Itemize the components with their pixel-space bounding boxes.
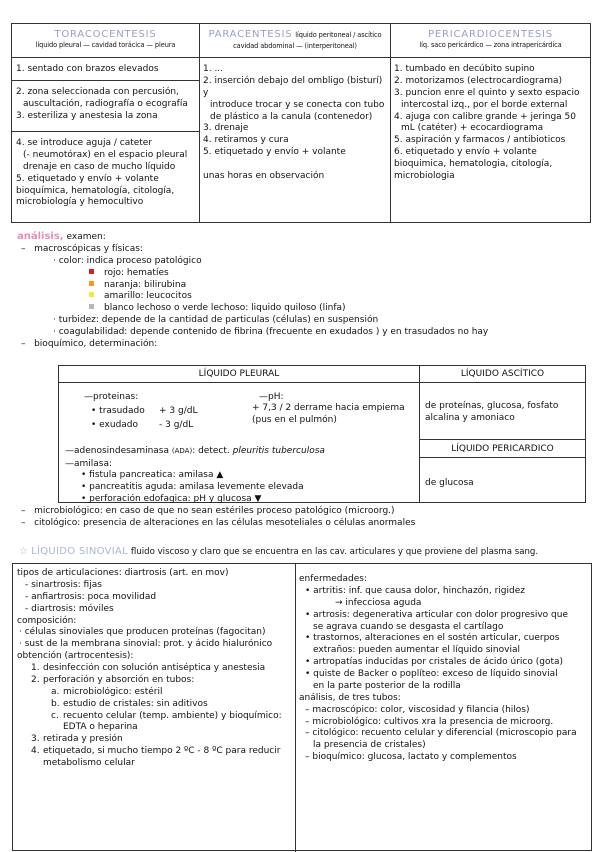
enf-item (299, 681, 589, 693)
col-divider (199, 24, 200, 222)
para-step: 2. inserción debajo del ombligo (bisturí) y (203, 75, 383, 98)
pericardico-text: de glucosa (425, 478, 474, 488)
exudado-value: - 3 g/dL (159, 420, 194, 430)
toraco-step: 3. esteriliza y anestesia la zona (16, 110, 158, 121)
toraco-step: 5. etiquetado y envío + volante (16, 173, 159, 184)
tipos-item: - diartrosis: móviles (25, 603, 114, 614)
obt-step (17, 722, 293, 734)
row-divider (419, 439, 585, 440)
ph-label: —pH: (259, 392, 284, 402)
sinovial-right (299, 574, 589, 764)
obt-step-text: recuento celular (temp. ambiente) y bioquímico: (63, 710, 282, 721)
para-note: unas horas en observación (203, 171, 325, 181)
ada-abbr: (ADA) (171, 447, 193, 455)
toraco-step: 4. se introduce aguja / cateter (16, 138, 153, 148)
obt-step (17, 734, 293, 746)
obt-step (17, 758, 293, 770)
enf-item: • artritis: inf. que causa dolor, hinchazón, rigidez (305, 585, 525, 596)
obt-step-text: etiquetado, si mucho tiempo 2 ºC - 8 ºC para reducir (43, 746, 281, 757)
sinovial-left (17, 568, 293, 770)
row-divider (12, 80, 199, 81)
enf-item: • artropatías inducidas por cristales de ácido úrico (gota) (305, 657, 564, 668)
peri-step: 3. puncion enre el quinto y sexto espacio (394, 87, 580, 98)
toraco-step: bioquímica, hematología, citología, (16, 185, 175, 196)
obt-step-num: 1. (31, 663, 40, 673)
micro-text: microbiológico: en caso de que no sean estériles proceso patológico (microorg.) (34, 506, 395, 516)
amilasa-label: —amilasa: (65, 459, 113, 469)
enf-item-text: artritis: inf. que causa dolor, hinchazón, rigidez (313, 585, 525, 596)
sinovial-header (19, 545, 594, 559)
peri-step: 2. motorizamos (electrocardiograma) (394, 75, 563, 86)
peri-step: 1. tumbado en decúbito supino (394, 64, 535, 74)
obt-step-num: b. (51, 698, 60, 709)
liquido-table (58, 365, 586, 503)
obt-step-num: 2. (31, 674, 40, 685)
obt-step-num: c. (51, 710, 59, 721)
ada-italic: pleuritis tuberculosa (232, 446, 325, 456)
enf-item-text: → infecciosa aguda (335, 597, 422, 608)
obt-step-text: perforación y absorción en tubos: (43, 674, 195, 685)
toraco-step: drenaje en caso de mucho líquido (23, 161, 176, 172)
ascitico-text: de proteínas, glucosa, fosfato alcalina y amoniaco (425, 401, 559, 423)
toraco-step: 1. sentado con brazos elevados (16, 64, 159, 74)
enf-item: • trastornos, alteraciones en el sostén articular, cuerpos (305, 633, 560, 644)
toraco-block-1 (16, 64, 198, 76)
comp-item: · células sinoviales que producen proteínas (fagocitan) (19, 627, 266, 638)
obt-step (17, 711, 293, 723)
after-table (21, 506, 591, 530)
peri-step: mL (catéter) + ecocardiograma (401, 123, 544, 134)
turbidez-line: · turbidez: depende de la cantidad de particulas (células) en suspensión (53, 315, 379, 326)
col-divider (295, 564, 296, 852)
enfermedades-label: enfermedades: (299, 574, 367, 584)
obt-step-num: 4. (31, 746, 40, 757)
toraco-step: (- neumotórax) en el espacio pleural (23, 149, 188, 160)
para-title: PARACENTESIS (208, 29, 293, 40)
para-step: 3. drenaje (203, 123, 249, 134)
peri-step: 5. aspiración y farmacos / antibioticos (394, 135, 566, 146)
obt-step (17, 675, 293, 687)
header-divider (12, 57, 590, 58)
color-item (17, 303, 592, 315)
amilasa-item: • perforación edofagica: pH y glucosa ▼ (81, 493, 262, 504)
color-yellow-label: amarillo: leucocitos (104, 291, 192, 302)
enf-item-text: trastornos, alteraciones en el sostén articular, cuerpos (313, 633, 560, 644)
enf-item: • artrosis: degenerativa articular con dolor progresivo que (305, 609, 568, 620)
peri-step: microbiologia (394, 170, 455, 181)
ascitico-header: LÍQUIDO ASCÍTICO (460, 369, 545, 379)
bioq-label: bioquímico, determinación: (34, 338, 158, 349)
color-item (17, 268, 592, 280)
toraco-title: TORACOCENTESIS (54, 29, 157, 40)
color-item (17, 280, 592, 292)
color-item (17, 291, 592, 303)
micro-line: – microbiológico: en caso de que no sean estériles proceso patológico (microorg.) (21, 506, 395, 516)
comp-item: · sust de la membrana sinovial: prot. y ácido hialurónico (19, 639, 273, 650)
peri-step: bioquimica, hematologia, citología, (394, 159, 553, 169)
para-subtitle: cavidad abdominal — (interperitoneal) (233, 41, 357, 50)
toraco-header (12, 28, 199, 50)
obt-step-text: estudio de cristales: sin aditivos (63, 698, 208, 709)
an-item-text: macroscópico: color, viscosidad y filancia (hilos) (312, 704, 530, 715)
an-item-text: la presencia de cristales) (313, 740, 426, 751)
obt-step-text: metabolismo celular (43, 758, 135, 768)
para-step: 5. etiquetado y envío + volante (203, 147, 346, 158)
amilasa-item-text: perforación edofagica: pH y glucosa ▼ (89, 493, 262, 504)
macro-label: macroscópicas y físicas: (34, 243, 143, 254)
row-divider (59, 382, 585, 383)
an-item-text: microbiológico: cultivos xra la presencia de microorg. (312, 716, 554, 727)
cito-text: citológico: presencia de alteraciones en las células mesoteliales o células anormales (34, 517, 416, 528)
toraco-step: 2. zona seleccionada con percusión, (16, 87, 179, 97)
obtencion-label: obtención (artrocentesis): (17, 651, 134, 662)
an-item: – macroscópico: color, viscosidad y filancia (hilos) (305, 704, 530, 715)
toraco-subtitle: líquido pleural — cavidad torácica — pleura (35, 41, 176, 50)
col-divider (390, 24, 391, 222)
peri-header (391, 28, 590, 50)
coag-text: coagulabilidad: depende contenido de fibrina (frecuente en exudados ) y en trasudados no hay (58, 327, 489, 337)
enf-item-text: artrosis: degenerativa articular con dolor progresivo que (313, 609, 568, 620)
trasudado-value: + 3 g/dL (159, 406, 198, 416)
swatch-white (89, 304, 94, 309)
cito-line: – citológico: presencia de alteraciones en las células mesoteliales o células anormales (21, 517, 416, 528)
obt-step-text: EDTA o heparina (63, 722, 138, 733)
peri-title: PERICARDIOCENTESIS (428, 29, 553, 40)
tipos-item-text: sinartrosis: fijas (31, 579, 102, 590)
toraco-step: microbiología y hemocultivo (16, 197, 144, 208)
analisis-heading (17, 230, 592, 244)
enf-item (299, 645, 589, 657)
obt-step-text: desinfección con solución antiséptica y anestesia (43, 663, 266, 673)
sinovial-desc: fluido viscoso y claro que se encuentra en las cav. articulares y que proviene del plasma sang. (130, 547, 539, 557)
ph-line-2: (pus en el pulmón) (252, 414, 337, 425)
para-step: introduce trocar y se conecta con tubo (210, 99, 385, 110)
analisis-section (17, 230, 592, 351)
enf-item-text: extraños: pueden aumentar el líquido sinovial (313, 645, 520, 656)
ada-label: —adenosindesaminasa (65, 446, 170, 456)
an-item-text: citológico: recuento celular y diferencial (microscopio para (312, 728, 577, 739)
toraco-step: auscultación, radiografía o ecografía (23, 98, 188, 109)
swatch-red (89, 269, 94, 274)
amilasa-item-text: fistula pancreatica: amilasa ▲ (89, 470, 224, 480)
exudado-row: • exudado (91, 420, 139, 430)
star-icon: ☆ (19, 546, 29, 557)
coag-line: · coagulabilidad: depende contenido de fibrina (frecuente en exudados ) y en trasudados no hay (53, 327, 489, 337)
sinovial-analisis-label: análisis, de tres tubos: (299, 692, 401, 703)
an-item-text: bioquímico: glucosa, lactato y complementos (312, 752, 517, 763)
toraco-block-2 (16, 87, 198, 123)
swatch-yellow (89, 292, 94, 297)
macro-line: – macroscópicas y físicas: (21, 243, 143, 254)
enf-item: • quiste de Backer o poplíteo: exceso de líquido sinovial (305, 669, 558, 679)
para-header (200, 28, 390, 51)
an-item (299, 740, 589, 752)
analisis-title-rest: examen: (66, 232, 106, 242)
peri-step: 6. etiquetado y envío + volante (394, 147, 537, 158)
para-step: de plástico a la canula (contenedor) (210, 111, 373, 122)
peri-step: 4. ajuga con calibre grande + jeringa 50 (394, 111, 576, 122)
tipos-item-text: anfiartrosis: poca movilidad (31, 591, 157, 602)
para-steps (203, 64, 388, 183)
composicion-label: composición: (17, 615, 77, 626)
amilasa-item: • pancreatitis aguda: amilasa levemente elevada (81, 481, 304, 492)
obt-step (17, 699, 293, 711)
ph-text (252, 403, 417, 427)
obt-step-num: a. (51, 686, 60, 697)
pericardico-header: LÍQUIDO PERICARDICO (451, 444, 554, 454)
bioq-line: – bioquímico, determinación: (21, 338, 158, 349)
top-table (11, 23, 591, 223)
ada-mid: : detect. (192, 446, 230, 456)
enf-item-text: artropatías inducidas por cristales de ácido úrico (gota) (313, 657, 564, 668)
toraco-block-3 (16, 138, 198, 209)
color-label: color: indica proceso patológico (58, 255, 202, 266)
obt-step-text: microbiológico: estéril (63, 686, 163, 697)
proteinas-label: —proteinas: (84, 392, 139, 402)
amilasa-item: • fistula pancreatica: amilasa ▲ (81, 470, 224, 480)
ph-line-1: + 7,3 / 2 derrame hacia empiema (252, 403, 405, 413)
amilasa-list (81, 470, 416, 506)
trasudado-label: trasudado (99, 406, 145, 416)
peri-step: intercostal izq., por el borde external (401, 99, 568, 110)
peri-subtitle: líq. saco pericárdico — zona intrapericárdica (419, 41, 562, 50)
ada-line (65, 446, 415, 458)
obt-step-num: 3. (31, 734, 40, 745)
tipos-item: - sinartrosis: fijas (25, 579, 102, 590)
color-red-label: rojo: hematíes (104, 267, 169, 278)
para-step: 1. ... (203, 64, 224, 74)
para-title-suffix: líquido peritoneal / ascítico (295, 31, 382, 39)
row-divider (12, 131, 199, 132)
obt-step-text: retirada y presión (43, 734, 123, 745)
enf-item-text: quiste de Backer o poplíteo: exceso de líquido sinovial (313, 669, 558, 679)
col-divider (419, 366, 420, 502)
enf-item-text: en la parte posterior de la rodilla (313, 680, 461, 691)
an-item: – microbiológico: cultivos xra la presencia de microorg. (305, 716, 554, 727)
peri-steps (394, 64, 590, 183)
enf-item (299, 622, 589, 634)
tipos-item: - anfiartrosis: poca movilidad (25, 591, 157, 602)
swatch-orange (89, 281, 94, 286)
obt-step (17, 746, 293, 758)
tipos-label: tipos de articulaciones: diartrosis (art. en mov) (17, 568, 229, 578)
amilasa-item-text: pancreatitis aguda: amilasa levemente elevada (89, 481, 304, 492)
enf-item-text: se agrava cuando se desgasta el cartílago (313, 621, 504, 632)
sinovial-table (12, 563, 592, 851)
color-line: · color: indica proceso patológico (53, 255, 202, 266)
para-step: 4. retiramos y cura (203, 135, 289, 146)
an-item: – citológico: recuento celular y diferencial (microscopio para (305, 728, 577, 739)
color-white-label: blanco lechoso o verde lechoso: liquido quiloso (linfa) (104, 303, 346, 314)
obt-step (17, 687, 293, 699)
analisis-title: análisis, (17, 231, 64, 242)
an-item: – bioquímico: glucosa, lactato y complementos (305, 752, 517, 763)
trasudado-row: • trasudado (91, 406, 145, 416)
exudado-label: exudado (99, 420, 139, 430)
turbidez-text: turbidez: depende de la cantidad de particulas (células) en suspensión (58, 315, 379, 326)
sinovial-title: LÍQUIDO SINOVIAL (31, 546, 129, 557)
color-orange-label: naranja: bilirubina (104, 279, 187, 290)
pleural-header: LÍQUIDO PLEURAL (198, 369, 280, 379)
obt-step (17, 663, 293, 675)
enf-item (299, 598, 589, 610)
row-divider (419, 457, 585, 458)
tipos-item-text: diartrosis: móviles (31, 603, 114, 614)
